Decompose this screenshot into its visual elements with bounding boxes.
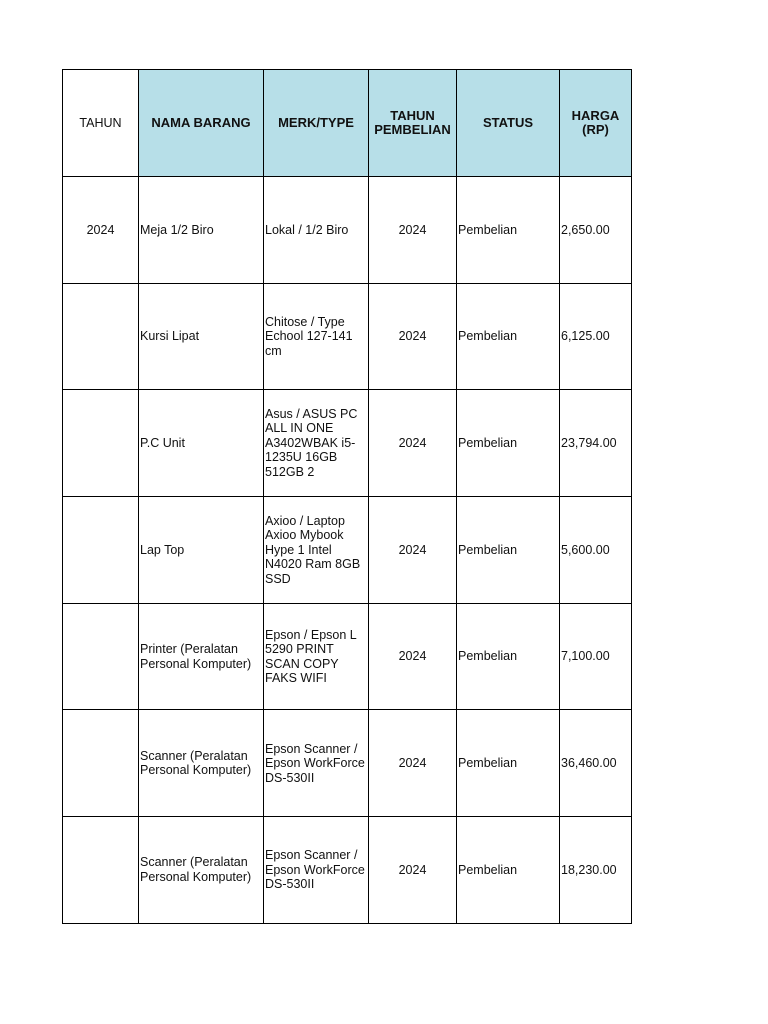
cell-tahun-pembelian: 2024 — [369, 177, 457, 284]
cell-nama-barang: Kursi Lipat — [139, 283, 264, 390]
cell-merk-type: Axioo / Laptop Axioo Mybook Hype 1 Intel N4020 Ram 8GB SSD — [264, 497, 369, 604]
header-tahun: TAHUN — [63, 70, 139, 177]
cell-nama-barang: Lap Top — [139, 497, 264, 604]
cell-status: Pembelian — [457, 817, 560, 924]
cell-harga: 18,230.00 — [560, 817, 632, 924]
cell-status: Pembelian — [457, 390, 560, 497]
header-row — [63, 70, 632, 177]
cell-tahun — [63, 390, 139, 497]
cell-merk-type: Chitose / Type Echool 127-141 cm — [264, 283, 369, 390]
header-harga-line1: HARGA — [571, 107, 620, 123]
cell-tahun-pembelian: 2024 — [369, 497, 457, 604]
cell-harga: 2,650.00 — [560, 177, 632, 284]
cell-harga: 7,100.00 — [560, 603, 632, 710]
cell-tahun-pembelian: 2024 — [369, 710, 457, 817]
cell-merk-type: Lokal / 1/2 Biro — [264, 177, 369, 284]
cell-tahun-pembelian: 2024 — [369, 817, 457, 924]
table-row — [63, 283, 632, 390]
cell-tahun — [63, 603, 139, 710]
cell-nama-barang: Scanner (Peralatan Personal Komputer) — [139, 817, 264, 924]
cell-merk-type: Epson Scanner / Epson WorkForce DS-530II — [264, 817, 369, 924]
header-merk-type: MERK/TYPE — [264, 70, 369, 177]
header-status: STATUS — [457, 70, 560, 177]
header-harga — [560, 70, 632, 177]
cell-harga: 5,600.00 — [560, 497, 632, 604]
cell-tahun — [63, 817, 139, 924]
cell-nama-barang: P.C Unit — [139, 390, 264, 497]
cell-harga: 36,460.00 — [560, 710, 632, 817]
cell-tahun — [63, 283, 139, 390]
header-harga-line2: (RP) — [582, 122, 609, 137]
table-row — [63, 390, 632, 497]
cell-tahun-pembelian: 2024 — [369, 390, 457, 497]
table-row — [63, 603, 632, 710]
cell-status: Pembelian — [457, 177, 560, 284]
cell-tahun — [63, 497, 139, 604]
table-row — [63, 497, 632, 604]
table-row — [63, 710, 632, 817]
cell-status: Pembelian — [457, 603, 560, 710]
table-row — [63, 817, 632, 924]
cell-nama-barang: Meja 1/2 Biro — [139, 177, 264, 284]
table-row — [63, 177, 632, 284]
header-tahun-pembelian-line1: TAHUN — [390, 107, 435, 123]
cell-nama-barang: Scanner (Peralatan Personal Komputer) — [139, 710, 264, 817]
cell-merk-type: Epson / Epson L 5290 PRINT SCAN COPY FAKS WIFI — [264, 603, 369, 710]
header-tahun-pembelian-line2: PEMBELIAN — [374, 122, 451, 137]
header-nama-barang: NAMA BARANG — [139, 70, 264, 177]
cell-tahun — [63, 710, 139, 817]
cell-tahun: 2024 — [63, 177, 139, 284]
cell-tahun-pembelian: 2024 — [369, 603, 457, 710]
cell-status: Pembelian — [457, 283, 560, 390]
cell-tahun-pembelian: 2024 — [369, 283, 457, 390]
cell-status: Pembelian — [457, 710, 560, 817]
cell-merk-type: Asus / ASUS PC ALL IN ONE A3402WBAK i5-1235U 16GB 512GB 2 — [264, 390, 369, 497]
cell-merk-type: Epson Scanner / Epson WorkForce DS-530II — [264, 710, 369, 817]
cell-nama-barang: Printer (Peralatan Personal Komputer) — [139, 603, 264, 710]
header-tahun-pembelian — [369, 70, 457, 177]
cell-harga: 6,125.00 — [560, 283, 632, 390]
inventory-table — [62, 69, 632, 924]
cell-status: Pembelian — [457, 497, 560, 604]
cell-harga: 23,794.00 — [560, 390, 632, 497]
